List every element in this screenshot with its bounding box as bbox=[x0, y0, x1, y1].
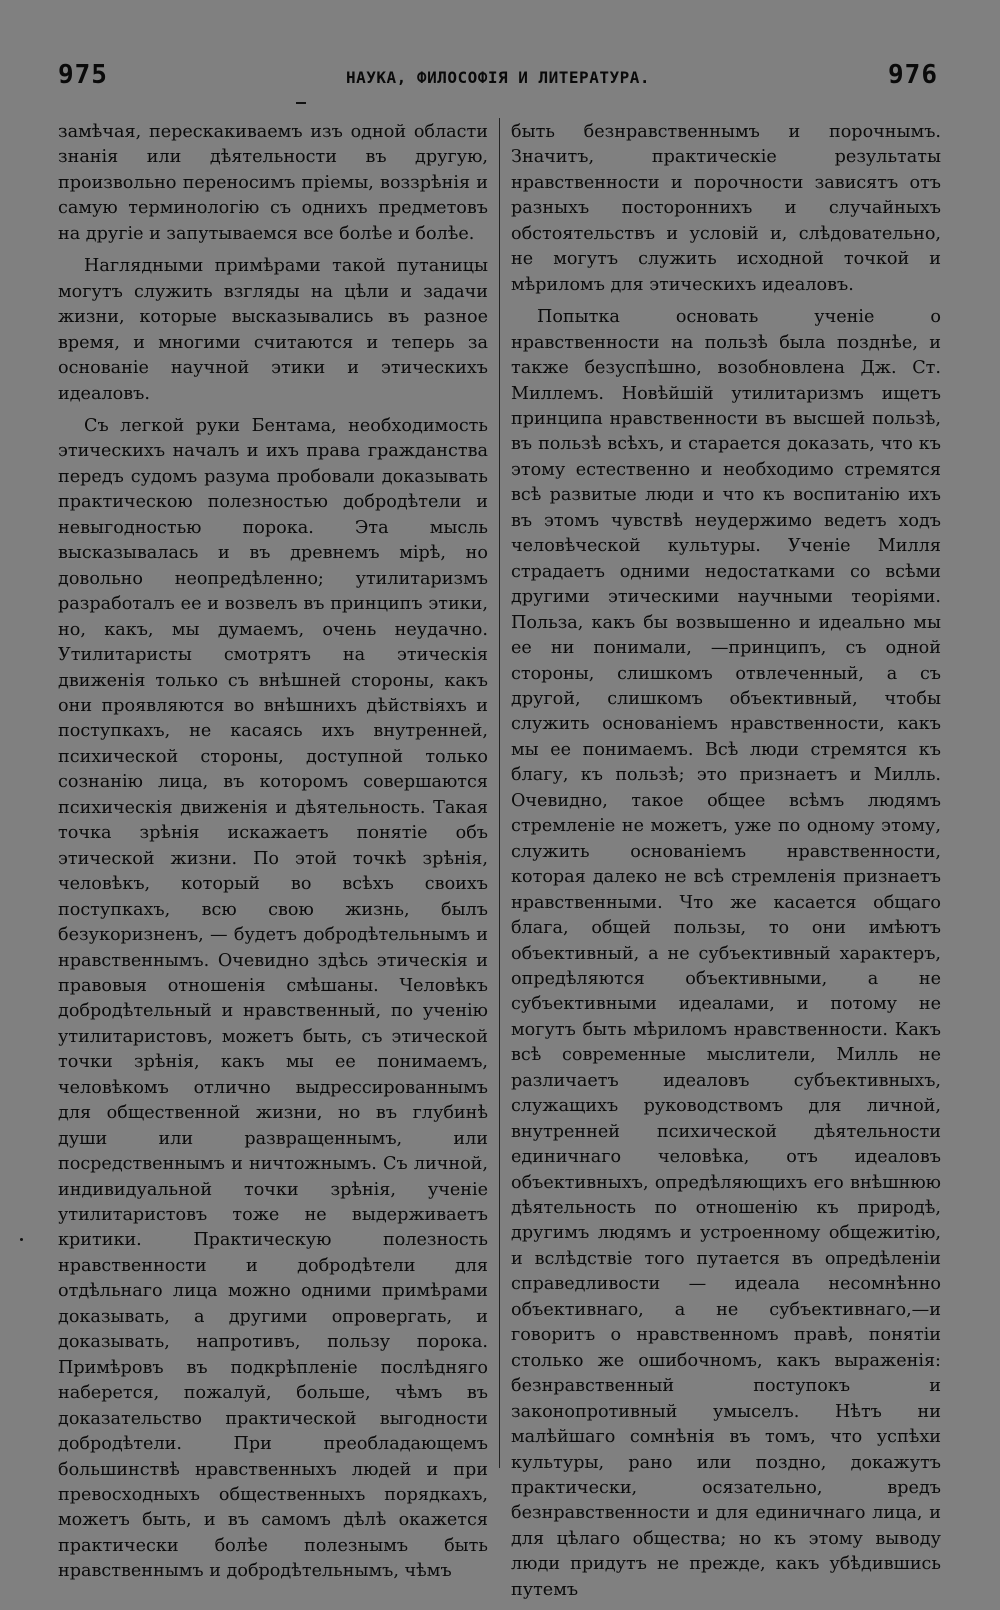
paragraph: Попытка основать ученіе о нравственности на пользѣ была позднѣе, и также безуспѣшно, возобновлена Дж. Ст. Миллемъ. Новѣйшій утилитаризмъ ищетъ принципа нравственности въ высшей пользѣ, въ пользѣ всѣхъ, и старается доказать, что къ этому естественно и необходимо стремятся всѣ развитые люди и что къ воспитанію ихъ въ этомъ чувствѣ неудержимо ведетъ ходъ человѣческой культуры. Ученіе Милля страдаетъ одними недостатками со всѣми другими этическими научными теоріями. Польза, какъ бы возвышенно и идеально мы ее ни понимали, —принципъ, съ одной стороны, слишкомъ отвлеченный, а съ другой, слишкомъ объективный, чтобы служить основаніемъ нравственности, какъ мы ее понимаемъ. Всѣ люди стремятся къ благу, къ пользѣ; это признаетъ и Милль. Очевидно, такое общее всѣмъ людямъ стремленіе не можетъ, уже по одному этому, служить основаніемъ нравственности, которая далеко не всѣ стремленія признаетъ нравственными. Что же касается общаго блага, общей пользы, то они имѣютъ объективный, а не субъективный характеръ, опредѣляются объективными, а не субъективными идеалами, и потому не могутъ быть мѣриломъ нравственности. Какъ всѣ современные мыслители, Милль не различаетъ идеаловъ субъективныхъ, служащихъ руководствомъ для личной, внутренней психической дѣятельности единичнаго человѣка, отъ идеаловъ объективныхъ, опредѣляющихъ его внѣшнюю дѣятельность по отношенію къ природѣ, другимъ людямъ и устроенному общежитію, и вслѣдствіе того путается въ опредѣленіи справедливости — идеала несомнѣнно объективнаго, а не субъективнаго,—и говоритъ о нравственномъ правѣ, понятіи столько же ошибочномъ, какъ выраженія: безнравственный поступокъ и законопротивный умыселъ. Нѣтъ ни малѣйшаго сомнѣнія въ томъ, что успѣхи культуры, рано или поздно, докажутъ практически, осязательно, вредъ безнравственности и для единичнаго лица, и для цѣлаго общества; но къ этому выводу люди придутъ не прежде, какъ убѣдившись путемъ bbox=[511, 307, 941, 1600]
paragraph: Наглядными примѣрами такой путаницы могутъ служить взгляды на цѣли и задачи жизни, которые высказывались въ разное время, и многими считаются и теперь за основаніе научной этики и этическихъ идеаловъ. bbox=[58, 256, 488, 404]
paragraph: быть безнравственнымъ и порочнымъ. Значитъ, практическіе результаты нравственности и порочности зависятъ отъ разныхъ постороннихъ и случайныхъ обстоятельствъ и условій и, слѣдовательно, не могутъ служить исходной точкой и мѣриломъ для этическихъ идеаловъ. bbox=[511, 122, 941, 295]
left-column bbox=[58, 120, 488, 1592]
header-dash bbox=[296, 102, 306, 104]
right-column bbox=[511, 120, 941, 1610]
page-header bbox=[58, 60, 938, 100]
running-title: НАУКА, ФИЛОСОФІЯ И ЛИТЕРАТУРА. bbox=[346, 68, 650, 87]
print-speck bbox=[20, 1238, 23, 1241]
column-divider bbox=[499, 118, 500, 1468]
page-number-left: 975 bbox=[58, 60, 108, 90]
paragraph: Съ легкой руки Бентама, необходимость этическихъ началъ и ихъ права гражданства передъ судомъ разума пробовали доказывать практическою полезностью добродѣтели и невыгодностью порока. Эта мысль высказывалась и въ древнемъ мірѣ, но довольно неопредѣленно; утилитаризмъ разработалъ ее и возвелъ въ принципъ этики, но, какъ, мы думаемъ, очень неудачно. Утилитаристы смотрятъ на этическія движенія только съ внѣшней стороны, какъ они проявляются во внѣшнихъ дѣйствіяхъ и поступкахъ, не касаясь ихъ внутренней, психической стороны, доступной только сознанію лица, въ которомъ совершаются психическія движенія и дѣятельность. Такая точка зрѣнія искажаетъ понятіе объ этической жизни. По этой точкѣ зрѣнія, человѣкъ, который во всѣхъ своихъ поступкахъ, всю свою жизнь, былъ безукоризненъ, — будетъ добродѣтельнымъ и нравственнымъ. Очевидно здѣсь этическія и правовыя отношенія смѣшаны. Человѣкъ добродѣтельный и нравственный, по ученію утилитаристовъ, можетъ быть, съ этической точки зрѣнія, какъ мы ее понимаемъ, человѣкомъ отлично выдрессированнымъ для общественной жизни, но въ глубинѣ души или развращеннымъ, или посредственнымъ и ничтожнымъ. Съ личной, индивидуальной точки зрѣнія, ученіе утилитаристовъ тоже не выдерживаетъ критики. Практическую полезность нравственности и добродѣтели для отдѣльнаго лица можно одними примѣрами доказывать, а другими опровергать, и доказывать, напротивъ, пользу порока. Примѣровъ въ подкрѣпленіе послѣдняго наберется, пожалуй, больше, чѣмъ въ доказательство практической выгодности добродѣтели. При преобладающемъ большинствѣ нравственныхъ людей и при превосходныхъ общественныхъ порядкахъ, можетъ быть, и въ самомъ дѣлѣ окажется практически болѣе полезнымъ быть нравственнымъ и добродѣтельнымъ, чѣмъ bbox=[58, 415, 488, 1582]
paragraph: замѣчая, перескакиваемъ изъ одной области знанія или дѣятельности въ другую, произвольно переносимъ пріемы, воззрѣнія и самую терминологію съ однихъ предметовъ на другіе и запутываемся все болѣе и болѣе. bbox=[58, 122, 488, 244]
page-number-right: 976 bbox=[888, 60, 938, 90]
